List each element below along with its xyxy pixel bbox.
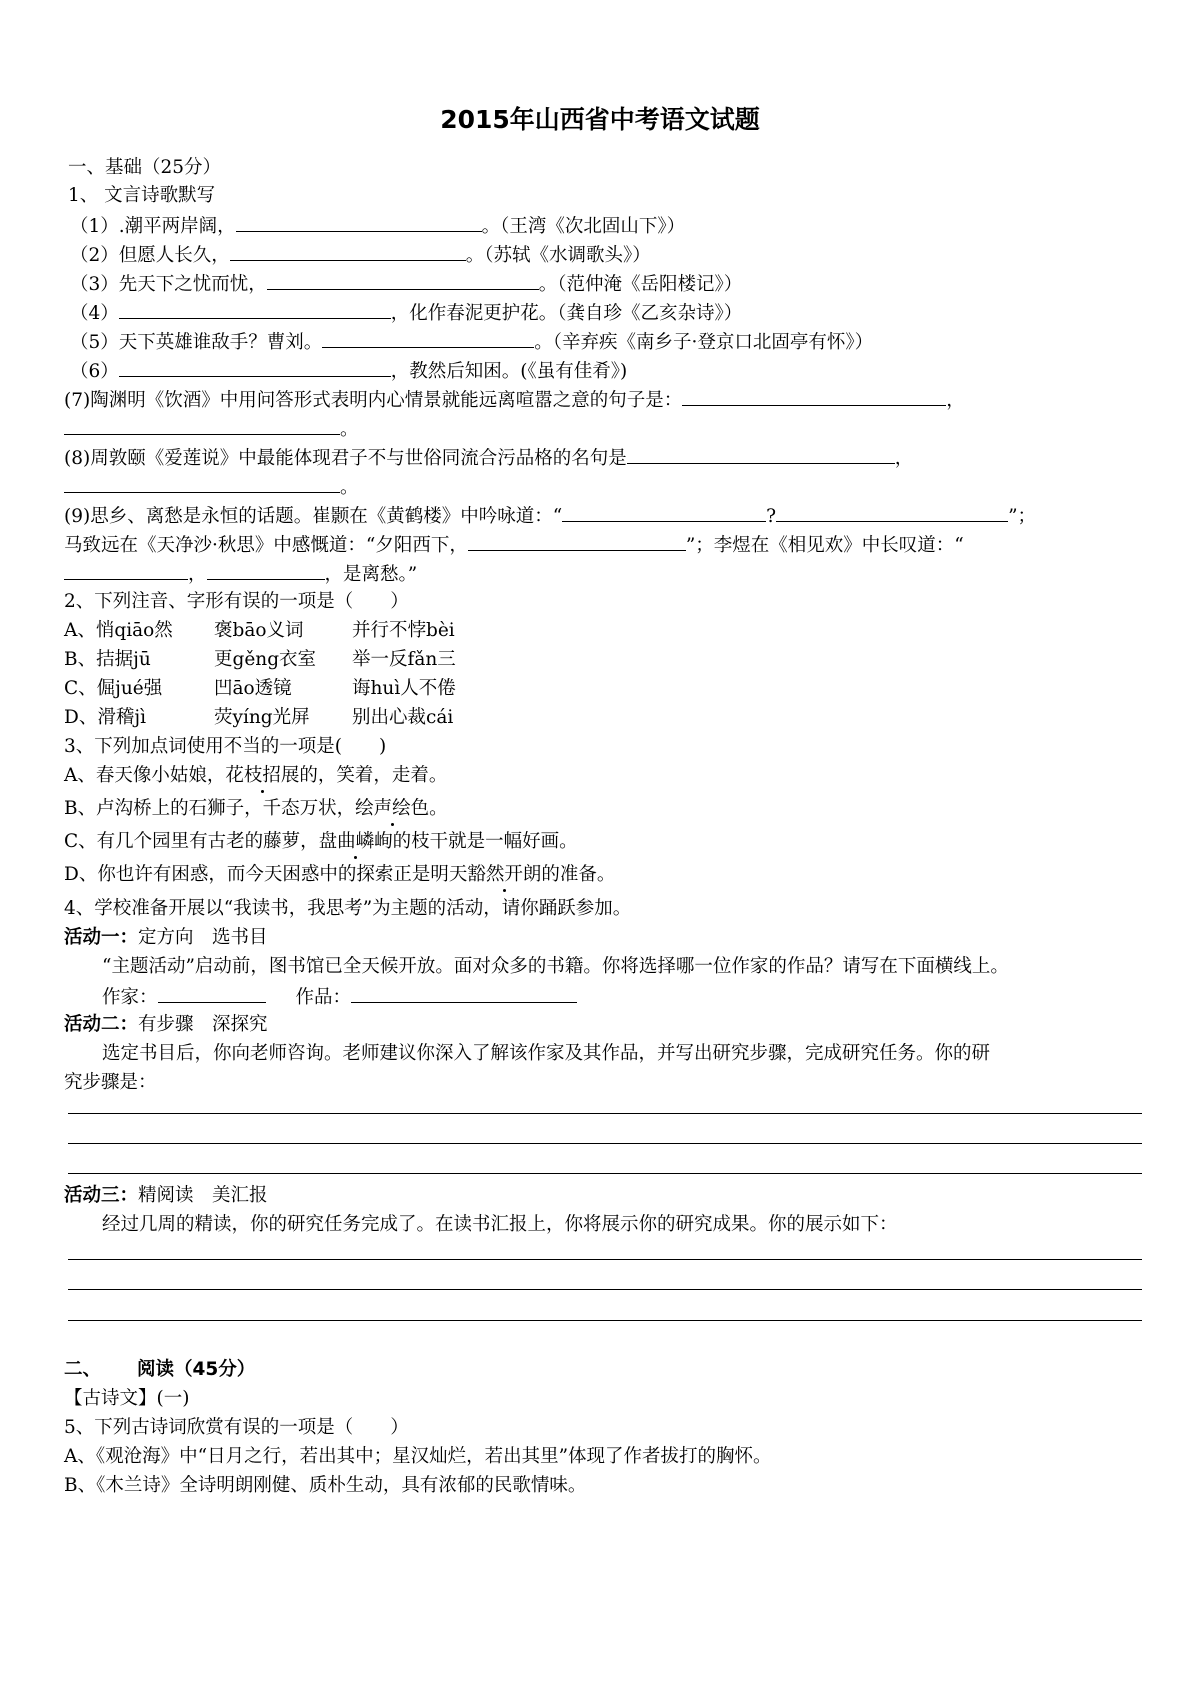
- answer-blank[interactable]: [207, 560, 325, 580]
- answer-line[interactable]: [68, 1259, 1142, 1260]
- q1-item-1: （1）.潮平两岸阔， 。（王湾《次北固山下》）: [70, 212, 685, 240]
- author-blank[interactable]: [158, 983, 266, 1003]
- answer-blank[interactable]: [119, 357, 391, 377]
- answer-blank[interactable]: [562, 502, 766, 522]
- answer-blank[interactable]: [64, 560, 188, 580]
- q1-item-9-line3: ， ，是离愁。”: [64, 560, 417, 588]
- answer-blank[interactable]: [267, 270, 539, 290]
- q1-item-8: (8)周敦颐《爱莲说》中最能体现君子不与世俗同流合污品格的名句是 ，: [64, 444, 913, 472]
- q1-item-5: （5）天下英雄谁敌手？曹刘。 。（辛弃疾《南乡子·登京口北固亭有怀》）: [70, 328, 873, 356]
- answer-blank[interactable]: [776, 502, 1008, 522]
- q5-option-b: B、《木兰诗》全诗明朗刚健、质朴生动，具有浓郁的民歌情味。: [64, 1475, 587, 1496]
- activity-1-fields: 作家： 作品：: [102, 983, 577, 1011]
- q1-item-4: （4） ，化作春泥更护花。（龚自珍《乙亥杂诗》）: [70, 299, 742, 327]
- q2-heading: 2、下列注音、字形有误的一项是（ ）: [64, 591, 409, 612]
- q1-item-8-cont: 。: [64, 473, 359, 501]
- activity-2-text-cont: 究步骤是：: [64, 1072, 157, 1093]
- activity-3-text: 经过几周的精读，你的研究任务完成了。在读书汇报上，你将展示你的研究成果。你的展示如下：: [102, 1214, 898, 1235]
- q1-item-7-cont: 。: [64, 415, 359, 443]
- dotted-word: 豁然开朗: [467, 864, 542, 885]
- dotted-word: 绘声绘色: [355, 798, 430, 819]
- q1-item-2: （2）但愿人长久， 。（苏轼《水调歌头》）: [70, 241, 651, 269]
- q1-item-9: (9)思乡、离愁是永恒的话题。崔颢在《黄鹤楼》中吟咏道：“ ? ”；: [64, 502, 1036, 530]
- dotted-word: 花枝招展: [225, 765, 300, 786]
- section-1-heading: 一、基础（25分）: [68, 157, 222, 178]
- q5-option-a: A、《观沧海》中“日月之行，若出其中；星汉灿烂，若出其里”体现了作者拔打的胸怀。: [64, 1446, 772, 1467]
- answer-blank[interactable]: [64, 473, 340, 493]
- answer-line[interactable]: [68, 1173, 1142, 1174]
- q1-heading: 1、 文言诗歌默写: [68, 185, 216, 206]
- q2-option-a: A、悄qiāo然 褒bāo义词 并行不悖bèi: [64, 620, 455, 641]
- answer-blank[interactable]: [64, 415, 340, 435]
- q3-option-d: D、你也许有困惑，而今天困惑中的探索正是明天豁然开朗的准备。: [64, 864, 616, 885]
- q1-item-9-line2: 马致远在《天净沙·秋思》中感慨道：“夕阳西下， ”；李煜在《相见欢》中长叹道：“: [64, 531, 964, 559]
- activity-1-heading: 活动一：定方向 选书目: [64, 927, 268, 948]
- activity-2-heading: 活动二：有步骤 深探究: [64, 1014, 268, 1035]
- q1-item-3: （3）先天下之忧而忧， 。（范仲淹《岳阳楼记》）: [70, 270, 742, 298]
- q2-option-c: C、倔jué强 凹āo透镜 诲huì人不倦: [64, 678, 456, 699]
- section-2-heading: 二、 阅读（45分）: [64, 1359, 256, 1380]
- answer-blank[interactable]: [627, 444, 895, 464]
- activity-3-heading: 活动三：精阅读 美汇报: [64, 1185, 268, 1206]
- answer-blank[interactable]: [236, 212, 482, 232]
- q2-option-b: B、拮据jū 更gěng衣室 举一反fǎn三: [64, 649, 456, 670]
- q3-option-b: B、卢沟桥上的石狮子，千态万状，绘声绘色。: [64, 798, 448, 819]
- answer-blank[interactable]: [468, 531, 686, 551]
- q1-item-6: （6） ，教然后知困。(《虽有佳肴》): [70, 357, 627, 385]
- answer-blank[interactable]: [322, 328, 534, 348]
- q3-option-c: C、有几个园里有古老的藤萝，盘曲嶙峋的枝干就是一幅好画。: [64, 831, 578, 852]
- q2-option-d: D、滑稽jì 荧yíng光屏 别出心裁cái: [64, 707, 454, 728]
- q5-heading: 5、下列古诗词欣赏有误的一项是（ ）: [64, 1417, 409, 1438]
- answer-line[interactable]: [68, 1113, 1142, 1114]
- q3-heading: 3、下列加点词使用不当的一项是( ): [64, 736, 387, 757]
- answer-line[interactable]: [68, 1289, 1142, 1290]
- page-title: 2015年山西省中考语文试题: [440, 105, 760, 134]
- answer-blank[interactable]: [119, 299, 391, 319]
- q3-option-a: A、春天像小姑娘，花枝招展的，笑着，走着。: [64, 765, 448, 786]
- dotted-word: 盘曲嶙峋: [318, 831, 393, 852]
- work-blank[interactable]: [351, 983, 577, 1003]
- q4-heading: 4、学校准备开展以“我读书，我思考”为主题的活动，请你踊跃参加。: [64, 898, 632, 919]
- activity-2-text: 选定书目后，你向老师咨询。老师建议你深入了解该作家及其作品，并写出研究步骤，完成研究任务。你的研: [102, 1043, 991, 1064]
- answer-line[interactable]: [68, 1143, 1142, 1144]
- q1-item-7: (7)陶渊明《饮酒》中用问答形式表明内心情景就能远离喧嚣之意的句子是： ，: [64, 386, 965, 414]
- section-2-sub: 【古诗文】(一): [64, 1388, 190, 1409]
- answer-blank[interactable]: [230, 241, 466, 261]
- answer-line[interactable]: [68, 1320, 1142, 1321]
- activity-1-text: “主题活动”启动前，图书馆已全天候开放。面对众多的书籍。你将选择哪一位作家的作品？请写在下面横线上。: [102, 956, 1009, 977]
- answer-blank[interactable]: [682, 386, 946, 406]
